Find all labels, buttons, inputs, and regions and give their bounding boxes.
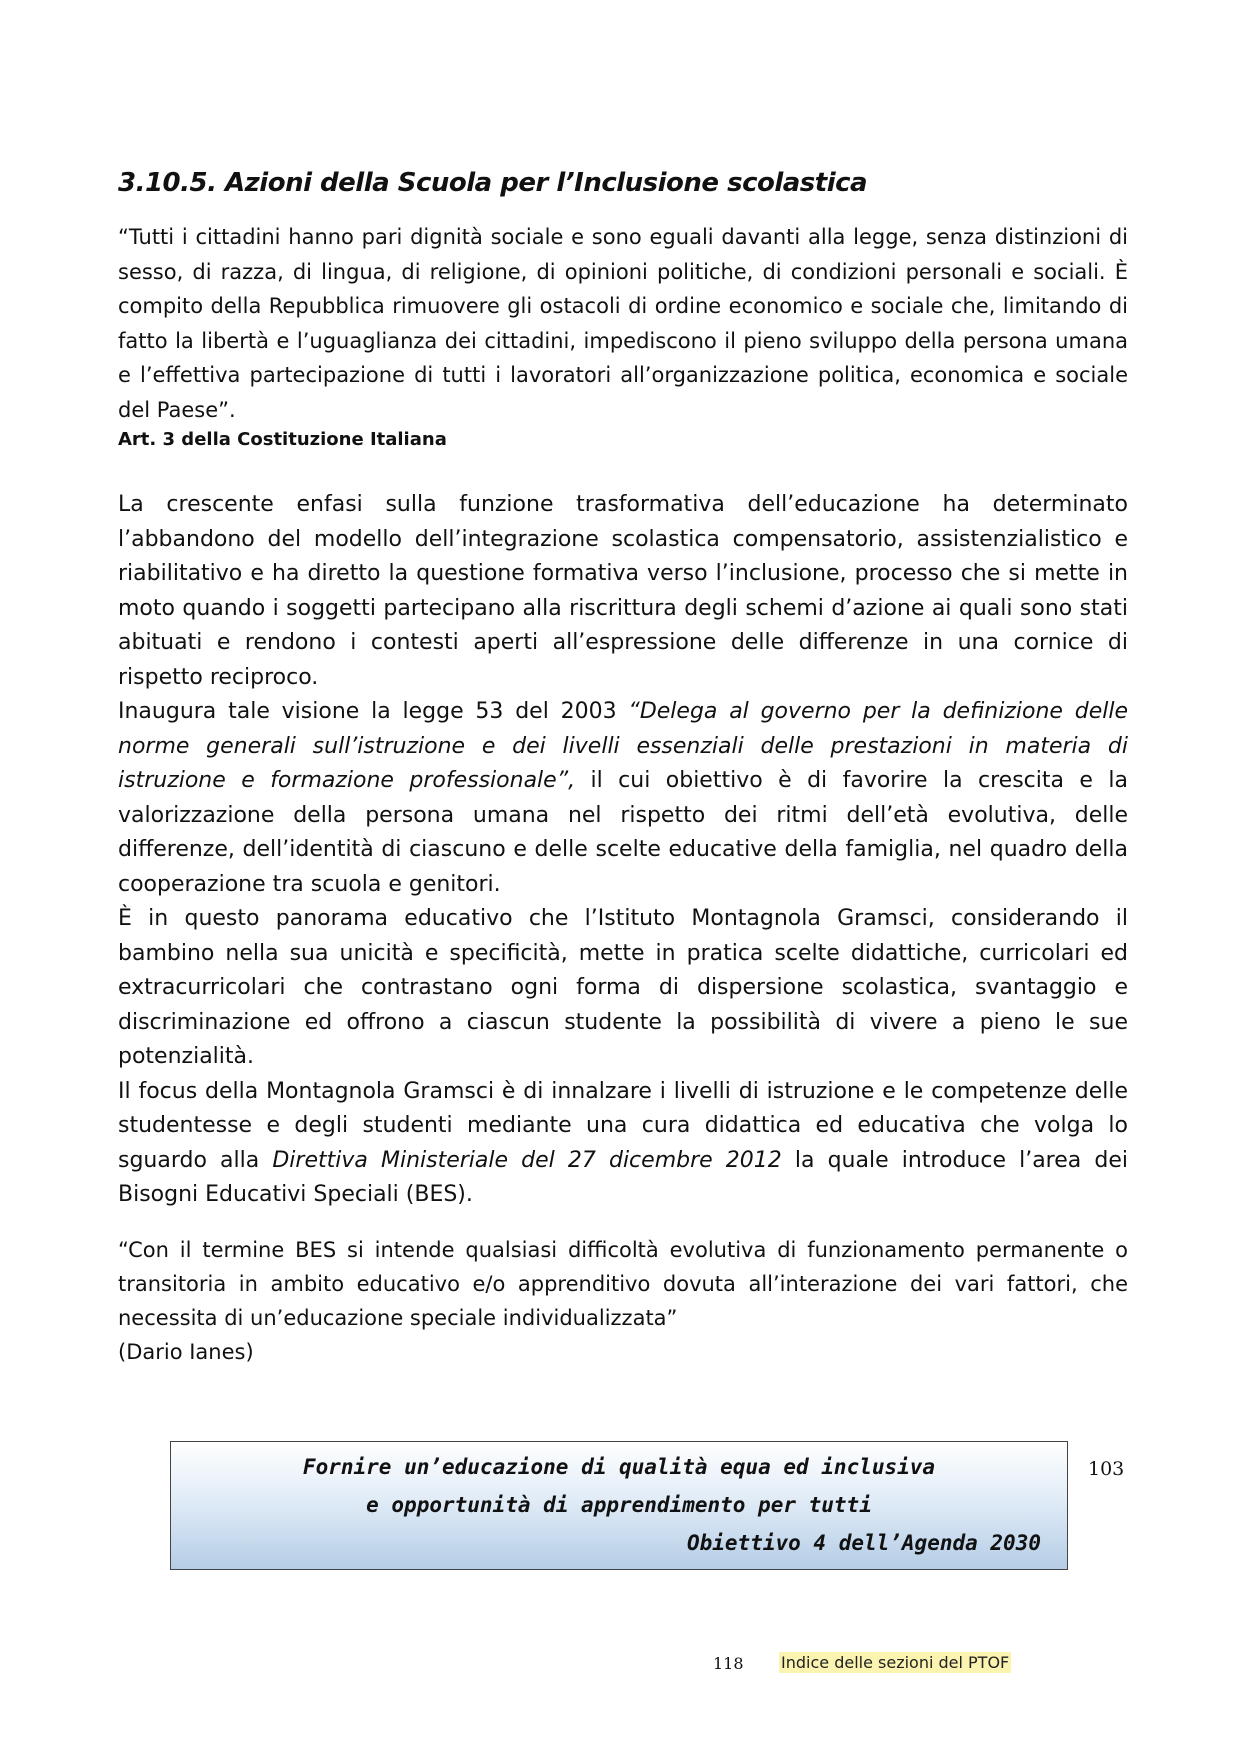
paragraph-2 bbox=[118, 695, 1128, 902]
paragraph-2-text: Inaugura tale visione la legge 53 del 2003 bbox=[118, 699, 629, 724]
side-page-number: 103 bbox=[1088, 1458, 1125, 1480]
goal-line-2: e opportunità di apprendimento per tutti bbox=[366, 1493, 872, 1517]
goal-line-3: Obiettivo 4 dell’Agenda 2030 bbox=[686, 1531, 1041, 1555]
paragraph-2-text-end: il cui obiettivo è di favorire la crescita e la valorizzazione della persona umana nel rispetto dei ritmi dell’età evolutiva, delle differenze, dell’identità di ciascuno e delle scelte educative della famiglia, nel quadro della cooperazione tra scuola e genitori. bbox=[118, 768, 1128, 897]
constitution-quote: “Tutti i cittadini hanno pari dignità sociale e sono eguali davanti alla legge, senza distinzioni di sesso, di razza, di lingua, di religione, di opinioni politiche, di condizioni personali e sociali. È compito della Repubblica rimuovere gli ostacoli di ordine economico e sociale che, limitando di fatto la libertà e l’uguaglianza dei cittadini, impediscono il pieno sviluppo della persona umana e l’effettiva partecipazione di tutti i lavoratori all’organizzazione politica, economica e sociale del Paese”. bbox=[118, 225, 1128, 422]
directive-title: Direttiva Ministeriale del 27 dicembre 2012 bbox=[272, 1147, 782, 1173]
footer-page-number: 118 bbox=[713, 1654, 744, 1673]
bes-quote-text: “Con il termine BES si intende qualsiasi difficoltà evolutiva di funzionamento permanente o transitoria in ambito educativo e/o apprenditivo dovuta all’interazione dei vari fattori, che necessita di un’educazione speciale individualizzata” bbox=[118, 1238, 1128, 1330]
paragraph-3: È in questo panorama educativo che l’Istituto Montagnola Gramsci, considerando il bambino nella sua unicità e specificità, mette in pratica scelte didattiche, curricolari ed extracurricolari che contrastano ogni forma di dispersione scolastica, svantaggio e discriminazione ed offrono a ciascun studente la possibilità di vivere a pieno le sue potenzialità. bbox=[118, 906, 1128, 1069]
paragraph-4 bbox=[118, 1075, 1128, 1213]
index-link[interactable]: Indice delle sezioni del PTOF bbox=[781, 1653, 1010, 1672]
paragraph-4-text-end: la quale introduce l’area dei Bisogni Educativi Speciali (BES). bbox=[118, 1147, 1128, 1207]
bes-quote bbox=[118, 1233, 1128, 1369]
law-title: “Delega al governo per la definizione delle norme generali sull’istruzione e dei livelli essenziali delle prestazioni in materia di istruzione e formazione professionale”, bbox=[118, 699, 1128, 793]
section-heading: 3.10.5. Azioni della Scuola per l’Inclusione scolastica bbox=[118, 168, 868, 198]
paragraph-1: La crescente enfasi sulla funzione trasformativa dell’educazione ha determinato l’abbandono del modello dell’integrazione scolastica compensatorio, assistenzialistico e riabilitativo e ha diretto la questione formativa verso l’inclusione, processo che si mette in moto quando i soggetti partecipano alla riscrittura degli schemi d’azione ai quali sono stati abituati e rendono i contesti aperti all’espressione delle differenze in una cornice di rispetto reciproco. bbox=[118, 492, 1128, 690]
main-text bbox=[118, 488, 1128, 1213]
paragraph-4-text: Il focus della Montagnola Gramsci è di innalzare i livelli di istruzione e le competenze delle studentesse e degli studenti mediante una cura didattica ed educativa che volga lo sguardo alla bbox=[118, 1078, 1128, 1173]
goal-line-1: Fornire un’educazione di qualità equa ed inclusiva bbox=[302, 1455, 936, 1479]
quote-source: Art. 3 della Costituzione Italiana bbox=[118, 429, 447, 450]
bes-quote-author: (Dario Ianes) bbox=[118, 1340, 254, 1364]
goal-box bbox=[170, 1441, 1068, 1570]
